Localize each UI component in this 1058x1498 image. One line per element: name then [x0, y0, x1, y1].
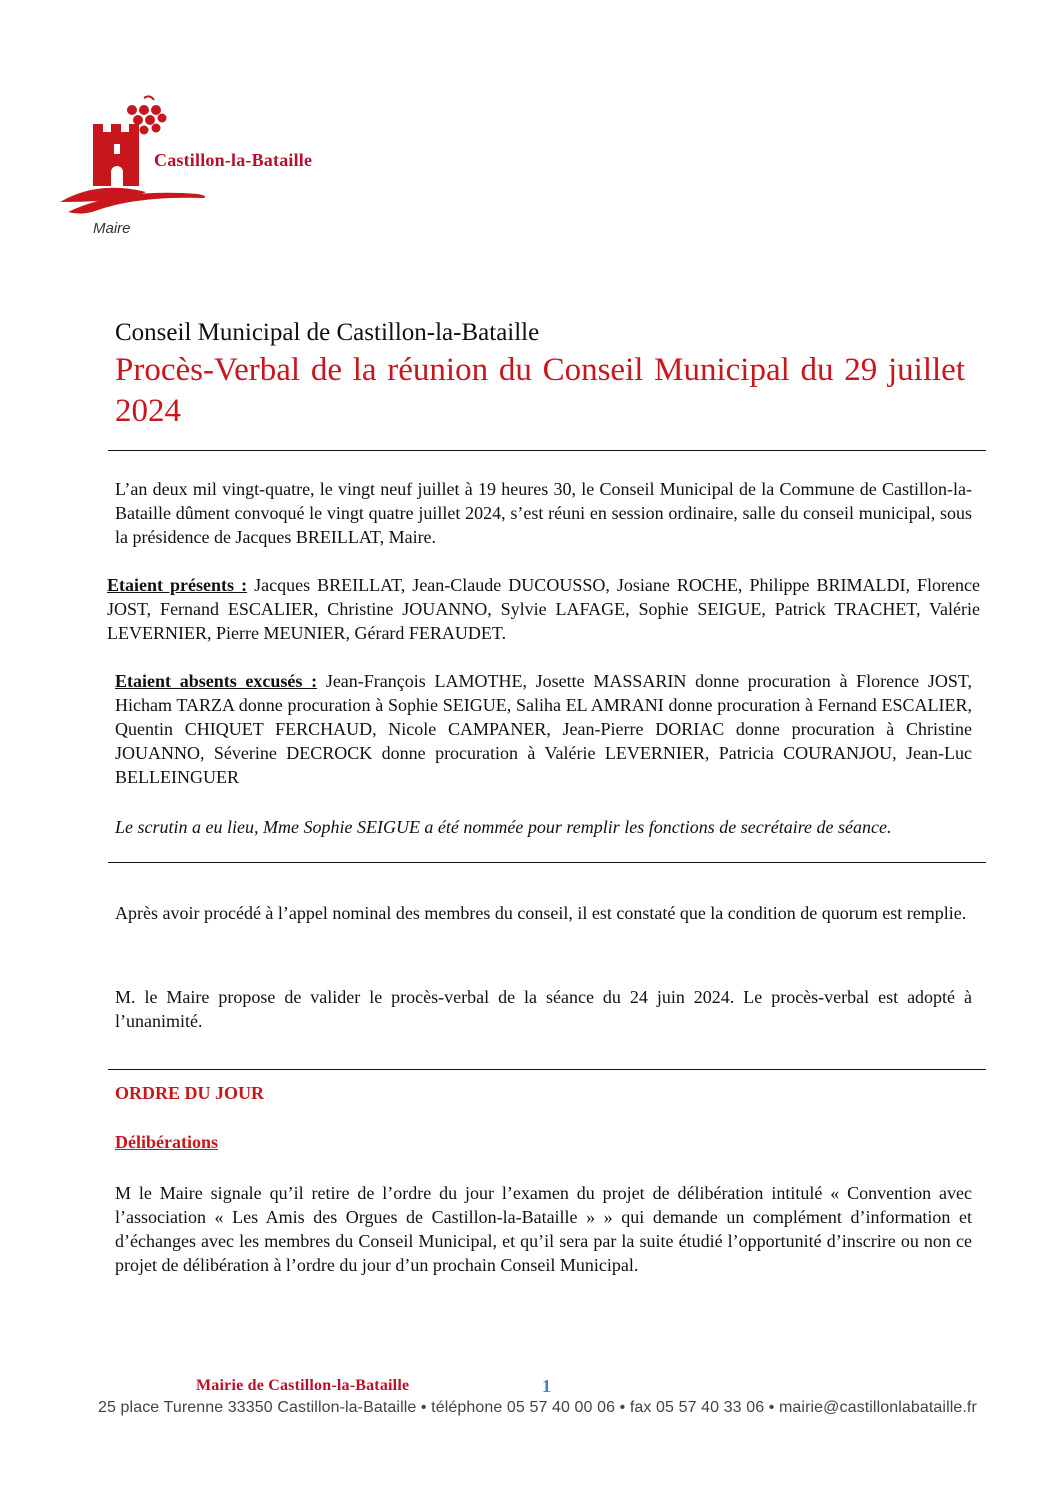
- presents-list: Jacques BREILLAT, Jean-Claude DUCOUSSO, Josiane ROCHE, Philippe BRIMALDI, Florence JOST, Fernand ESCALIER, Christine JOUANNO, Sylvie LAFAGE, Sophie SEIGUE, Patrick TRACHET, Valérie LEVERNIER, Pierre MEUNIER, Gérard FERAUDET.: [107, 575, 980, 643]
- agenda-heading: ORDRE DU JOUR: [115, 1083, 265, 1103]
- absents-label: Etaient absents excusés :: [115, 671, 318, 691]
- deliberations-heading: Délibérations: [115, 1132, 218, 1152]
- absents-paragraph: [115, 669, 972, 789]
- divider: [108, 450, 986, 451]
- divider: [108, 1069, 986, 1070]
- footer-mairie-name: Mairie de Castillon-la-Bataille: [196, 1377, 410, 1394]
- secretary-paragraph: Le scrutin a eu lieu, Mme Sophie SEIGUE a été nommée pour remplir les fonctions de secrétaire de séance.: [115, 817, 892, 837]
- pv-validation-paragraph: M. le Maire propose de valider le procès-verbal de la séance du 24 juin 2024. Le procès-verbal est adopté à l’unanimité.: [115, 987, 972, 1031]
- quorum-paragraph: Après avoir procédé à l’appel nominal des membres du conseil, il est constaté que la condition de quorum est remplie.: [115, 903, 967, 923]
- deliberations-paragraph: M le Maire signale qu’il retire de l’ordre du jour l’examen du projet de délibération intitulé « Convention avec l’association « Les Amis des Orgues de Castillon-la-Bataille » » qui demande un complément d’information et d’échanges avec les membres du Conseil Municipal, et qu’il sera par la suite étudié l’opportunité d’inscrire ou non ce projet de délibération à l’ordre du jour d’un prochain Conseil Municipal.: [115, 1183, 972, 1275]
- footer-address: 25 place Turenne 33350 Castillon-la-Bataille • téléphone 05 57 40 00 06 • fax 05 57 40 33 06 • mairie@castillonlabataille.fr: [98, 1399, 977, 1416]
- logo-subtitle: Maire: [93, 220, 131, 237]
- logo-town-name: Castillon-la-Bataille: [154, 150, 313, 170]
- absents-list: Jean-François LAMOTHE, Josette MASSARIN donne procuration à Florence JOST, Hicham TARZA donne procuration à Sophie SEIGUE, Saliha EL AMRANI donne procuration à Fernand ESCALIER, Quentin CHIQUET FERCHAUD, Nicole CAMPANER, Jean-Pierre DORIAC donne procuration à Christine JOUANNO, Séverine DECROCK donne procuration à Valérie LEVERNIER, Patricia COURANJOU, Jean-Luc BELLEINGUER: [115, 671, 972, 787]
- page-title: Procès-Verbal de la réunion du Conseil Municipal du 29 juillet 2024: [115, 352, 965, 429]
- document-header: [115, 318, 965, 432]
- intro-paragraph: L’an deux mil vingt-quatre, le vingt neuf juillet à 19 heures 30, le Conseil Municipal de la Commune de Castillon-la-Bataille dûment convoqué le vingt quatre juillet 2024, s’est réuni en session ordinaire, salle du conseil municipal, sous la présidence de Jacques BREILLAT, Maire.: [115, 479, 972, 547]
- divider: [108, 862, 986, 863]
- council-name: Conseil Municipal de Castillon-la-Bataille: [115, 319, 540, 346]
- presents-paragraph: [107, 573, 980, 645]
- page-number: 1: [542, 1376, 551, 1396]
- presents-label: Etaient présents :: [107, 575, 248, 595]
